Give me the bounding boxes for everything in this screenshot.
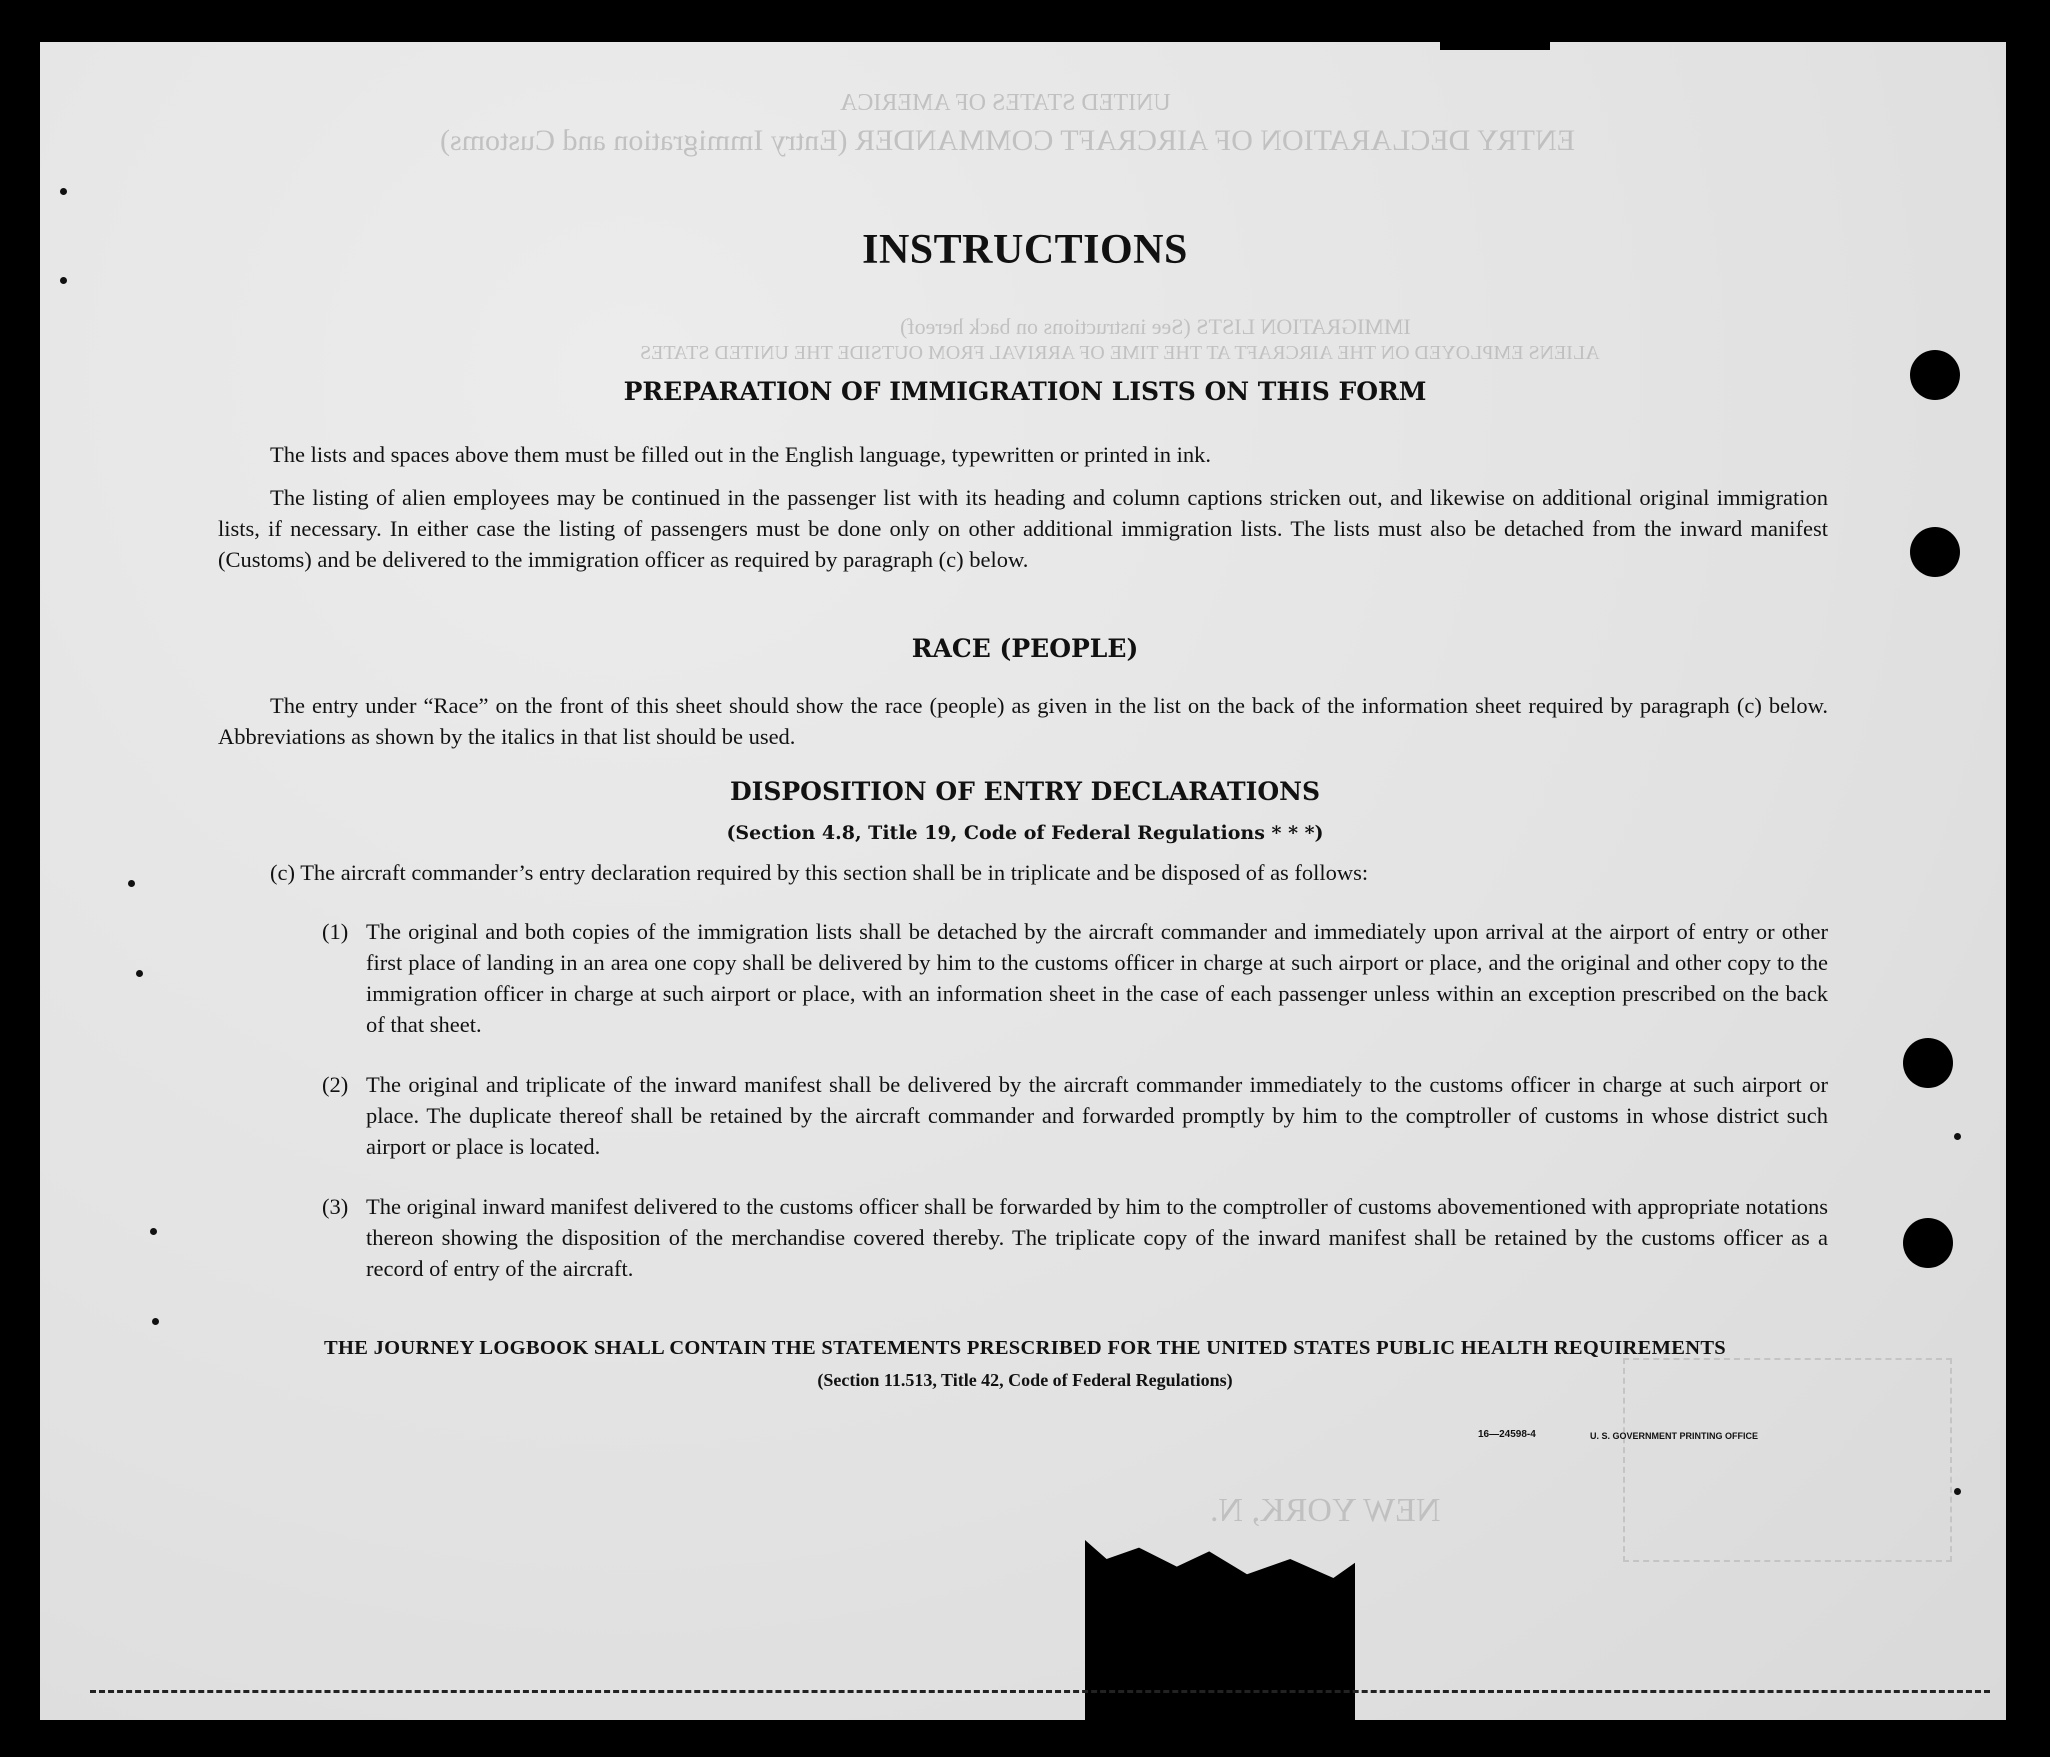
punch-hole-2 xyxy=(1910,527,1960,577)
form-number: 16—24598-4 xyxy=(1478,1429,1536,1440)
page-title: INSTRUCTIONS xyxy=(862,227,1188,273)
speck xyxy=(60,277,67,284)
bleed-through-line-2: ENTRY DECLARATION OF AIRCRAFT COMMANDER (Entry Immigration and Customs) xyxy=(440,124,1576,157)
section-heading-disposition: DISPOSITION OF ENTRY DECLARATIONS xyxy=(729,777,1321,806)
race-paragraph: The entry under “Race” on the front of this sheet should show the race (people) as given in the list on the back of the information sheet required by paragraph (c) below. Abbreviations as shown by the italics in that list should be used. xyxy=(218,693,1828,749)
footer-citation: (Section 11.513, Title 42, Code of Federal Regulations) xyxy=(817,1370,1233,1390)
footer-statement: THE JOURNEY LOGBOOK SHALL CONTAIN THE STATEMENTS PRESCRIBED FOR THE UNITED STATES PUBLIC HEALTH REQUIREMENTS xyxy=(323,1337,1727,1359)
list-item xyxy=(322,916,1828,1040)
list-item-text: The original and triplicate of the inward manifest shall be delivered by the aircraft commander immediately to the customs officer in charge at such airport or place. The duplicate thereof shall be retained by the aircraft commander and forwarded promptly by him to the comptroller of customs in whose district such airport or place is located. xyxy=(366,1072,1828,1159)
speck xyxy=(136,970,143,977)
section-heading-preparation: PREPARATION OF IMMIGRATION LISTS ON THIS FORM xyxy=(623,377,1427,406)
bleed-through-line-5: NEW YORK, N. xyxy=(1210,1492,1441,1529)
printer-imprint: U. S. GOVERNMENT PRINTING OFFICE xyxy=(1590,1431,1759,1441)
speck xyxy=(1954,1488,1961,1495)
speck xyxy=(1954,1133,1961,1140)
list-item-text: The original and both copies of the immigration lists shall be detached by the aircraft commander and immediately upon arrival at the airport of entry or other first place of landing in an area one copy shall be delivered by him to the customs officer in charge at such airport or place, and the original and other copy to the immigration officer in charge at such airport or place, with an information sheet in the case of each passenger unless within an exception prescribed on the back of that sheet. xyxy=(366,919,1828,1037)
speck xyxy=(60,188,67,195)
section-subheading-disposition: (Section 4.8, Title 19, Code of Federal Regulations * * *) xyxy=(726,822,1324,844)
bleed-through-line-3: IMMIGRATION LISTS (See instructions on back hereof) xyxy=(900,314,1411,339)
preparation-paragraph-1: The lists and spaces above them must be filled out in the English language, typewritten or printed in ink. xyxy=(270,442,1212,467)
speck xyxy=(152,1318,159,1325)
speck xyxy=(128,880,135,887)
perforation-line xyxy=(90,1690,1990,1693)
speck xyxy=(150,1228,157,1235)
list-item xyxy=(322,1191,1828,1284)
list-item-number: (2) xyxy=(322,1072,349,1097)
list-item xyxy=(322,1069,1828,1162)
preparation-paragraph-2: The listing of alien employees may be continued in the passenger list with its heading and column captions stricken out, and likewise on additional original immigration lists, if necessary. In either case the listing of passengers must be done only on other additional immigration lists. The lists must also be detached from the inward manifest (Customs) and be delivered to the immigration officer as required by paragraph (c) below. xyxy=(218,485,1828,572)
punch-hole-4 xyxy=(1903,1218,1953,1268)
page-edge-notch xyxy=(1440,36,1550,50)
list-item-number: (3) xyxy=(322,1194,349,1219)
section-heading-race: RACE (PEOPLE) xyxy=(911,634,1139,663)
list-item-number: (1) xyxy=(322,919,349,944)
bleed-through-line-1: UNITED STATES OF AMERICA xyxy=(840,90,1171,116)
list-item-text: The original inward manifest delivered to the customs officer shall be forwarded by him to the comptroller of customs abovementioned with appropriate notations thereon showing the disposition of the merchandise covered thereby. The triplicate copy of the inward manifest shall be retained by the customs officer as a record of entry of the aircraft. xyxy=(366,1194,1828,1281)
punch-hole-3 xyxy=(1903,1038,1953,1088)
bleed-through-line-4: ALIENS EMPLOYED ON THE AIRCRAFT AT THE TIME OF ARRIVAL FROM OUTSIDE THE UNITED STATES xyxy=(640,342,1600,364)
disposition-intro: (c) The aircraft commander’s entry declaration required by this section shall be in triplicate and be disposed of as follows: xyxy=(270,860,1369,885)
